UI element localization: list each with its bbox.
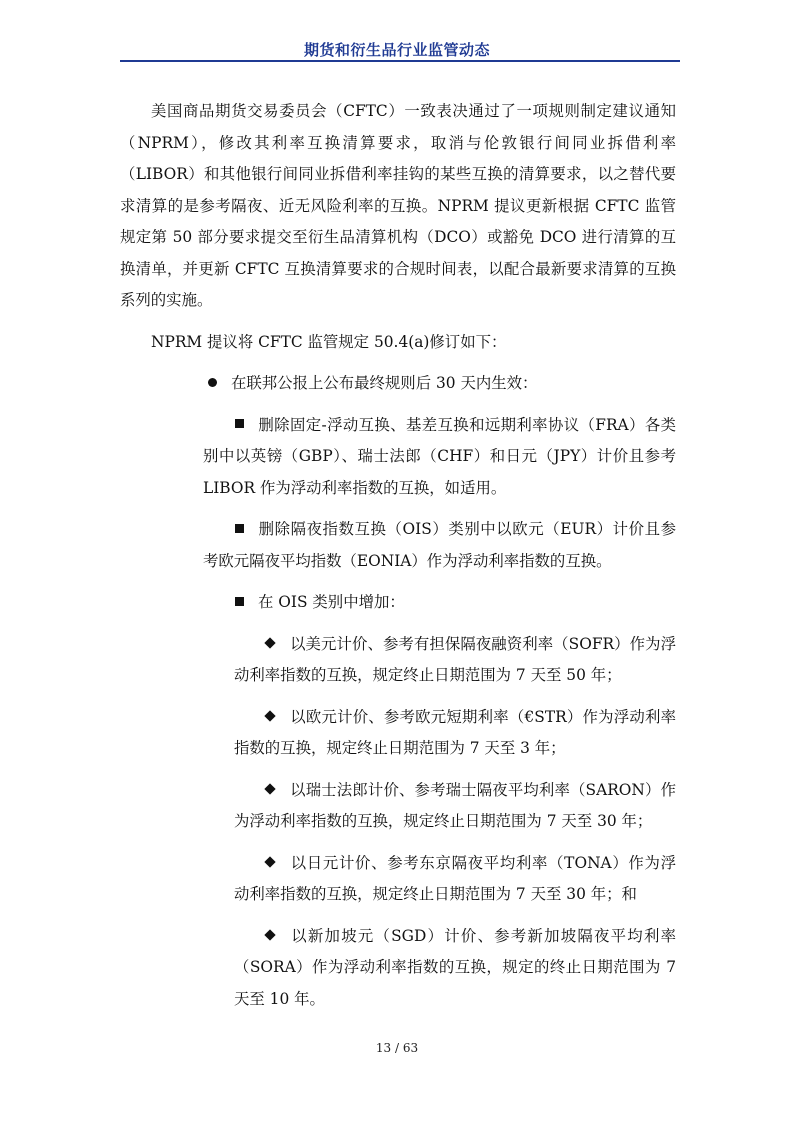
diamond-bullet-text: 以新加坡元（SGD）计价、参考新加坡隔夜平均利率（SORA）作为浮动利率指数的互换，规定的终止日期范围为 7 天至 10 年。 (234, 926, 676, 1008)
header-divider (120, 60, 680, 62)
bullet-text: 在联邦公报上公布最终规则后 30 天内生效： (231, 374, 538, 392)
bullet-diamond-icon (264, 929, 275, 940)
page-header-title: 期货和衍生品行业监管动态 (303, 41, 490, 59)
bullet-square-icon (235, 419, 244, 428)
diamond-bullet-text: 以美元计价、参考有担保隔夜融资利率（SOFR）作为浮动利率指数的互换，规定终止日期范围为 7 天至 50 年； (234, 634, 676, 684)
body-paragraph: 美国商品期货交易委员会（CFTC）一致表决通过了一项规则制定建议通知（NPRM），修改其利率互换清算要求，取消与伦敦银行间同业拆借利率（LIBOR）和其他银行间同业拆借利率挂钩的某些互换的清算要求，以之替代要求清算的是参考隔夜、近无风险利率的互换。NPRM 提议更新根据 CFTC 监管规定第 50 部分要求提交至衍生品清算机构（DCO）或豁免 DCO 进行清算的互换清单，并更新 CFTC 互换清算要求的合规时间表，以配合最新要求清算的互换系列的实施。 (120, 102, 676, 309)
sub-bullet-item (203, 514, 676, 577)
diamond-bullet-item (234, 921, 676, 1016)
sub-bullet-text: 在 OIS 类别中增加： (258, 593, 405, 611)
body-paragraph: NPRM 提议将 CFTC 监管规定 50.4(a)修订如下： (151, 332, 507, 351)
bullet-diamond-icon (264, 710, 275, 721)
diamond-bullet-item (234, 848, 676, 911)
bullet-dot-icon (208, 378, 217, 387)
sub-bullet-item (203, 587, 676, 619)
diamond-bullet-text: 以欧元计价、参考欧元短期利率（€STR）作为浮动利率指数的互换，规定终止日期范围为 7 天至 3 年； (234, 707, 676, 757)
bullet-diamond-icon (264, 783, 275, 794)
sub-bullet-text: 删除固定-浮动互换、基差互换和远期利率协议（FRA）各类别中以英镑（GBP）、瑞士法郎（CHF）和日元（JPY）计价且参考 LIBOR 作为浮动利率指数的互换，如适用。 (203, 415, 676, 497)
sub-bullet-item (203, 410, 676, 505)
bullet-square-icon (235, 524, 244, 533)
bullet-square-icon (235, 597, 244, 606)
sub-bullet-text: 删除隔夜指数互换（OIS）类别中以欧元（EUR）计价且参考欧元隔夜平均指数（EONIA）作为浮动利率指数的互换。 (203, 520, 676, 570)
diamond-bullet-item (234, 629, 676, 692)
bullet-diamond-icon (264, 856, 275, 867)
diamond-bullet-item (234, 702, 676, 765)
diamond-bullet-text: 以日元计价、参考东京隔夜平均利率（TONA）作为浮动利率指数的互换，规定终止日期范围为 7 天至 30 年；和 (234, 853, 676, 903)
document-body (120, 96, 676, 1025)
bullet-diamond-icon (264, 637, 275, 648)
diamond-bullet-item (234, 775, 676, 838)
page-number: 13 / 63 (375, 1041, 419, 1055)
bullet-item (208, 368, 676, 400)
diamond-bullet-text: 以瑞士法郎计价、参考瑞士隔夜平均利率（SARON）作为浮动利率指数的互换，规定终止日期范围为 7 天至 30 年； (234, 780, 676, 830)
